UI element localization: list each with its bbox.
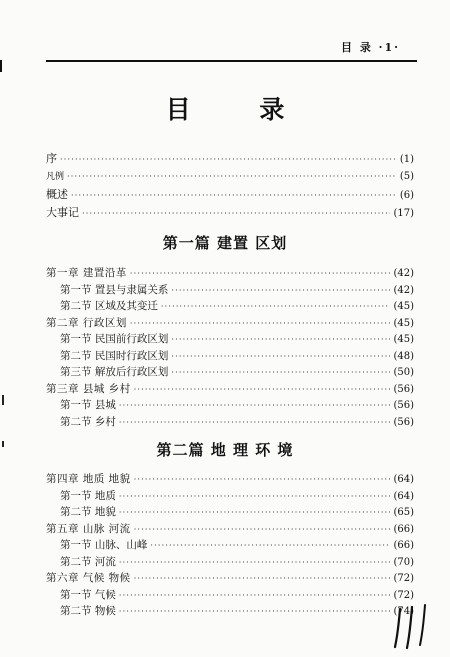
toc-entry-notes[interactable] — [46, 168, 414, 186]
leader-dots — [60, 151, 397, 169]
leader-dots — [119, 505, 391, 522]
toc-entry-label: 第五章 山脉 河流 — [46, 522, 131, 535]
leader-dots — [119, 555, 391, 572]
leader-dots — [119, 604, 391, 621]
leader-dots — [71, 187, 397, 205]
leader-dots — [119, 398, 391, 415]
toc-section[interactable] — [46, 331, 414, 348]
toc-entry-label: 第二节 物候 — [60, 605, 116, 617]
header-rule — [46, 60, 417, 62]
toc-section[interactable] — [46, 282, 414, 299]
toc-section[interactable] — [46, 364, 414, 381]
toc-entry-page: (50) — [393, 367, 414, 378]
toc-chapter[interactable] — [46, 265, 414, 282]
toc-entry-page: (70) — [393, 556, 414, 568]
leader-dots — [134, 522, 391, 539]
scan-edge-mark — [0, 60, 2, 72]
toc-entry-label: 第一节 地质 — [60, 489, 116, 502]
toc-section[interactable] — [46, 587, 414, 604]
part-2-toc-list — [46, 471, 414, 620]
toc-entry-page: (64) — [393, 490, 414, 502]
leader-dots — [134, 571, 391, 588]
toc-section[interactable] — [46, 397, 414, 414]
toc-entry-chronicle[interactable] — [46, 204, 414, 222]
toc-entry-label: 第二章 行政区划 — [46, 316, 127, 329]
leader-dots — [161, 299, 391, 316]
page-title: 目 录 — [165, 95, 315, 124]
toc-entry-page: (48) — [393, 350, 414, 362]
toc-chapter[interactable] — [46, 471, 414, 488]
toc-entry-page: (65) — [393, 507, 414, 518]
toc-chapter[interactable] — [46, 381, 414, 398]
toc-section[interactable] — [46, 488, 414, 505]
toc-entry-page: (72) — [393, 573, 414, 584]
leader-dots — [119, 415, 391, 432]
toc-entry-label: 概述 — [46, 188, 68, 201]
toc-entry-page: (72) — [393, 589, 414, 601]
toc-entry-page: (45) — [393, 334, 414, 345]
toc-entry-label: 第一章 建置沿革 — [46, 267, 127, 279]
toc-entry-page: (17) — [393, 208, 414, 219]
leader-dots — [134, 472, 391, 489]
toc-entry-page: (56) — [393, 416, 414, 428]
front-matter-list — [46, 150, 414, 222]
leader-dots — [150, 538, 390, 555]
toc-chapter[interactable] — [46, 521, 414, 538]
toc-entry-label: 第一节 民国前行政区划 — [60, 333, 169, 345]
leader-dots — [67, 168, 397, 186]
scan-edge-mark — [2, 395, 4, 405]
toc-section[interactable] — [46, 554, 414, 571]
leader-dots — [171, 283, 390, 300]
toc-entry-label: 第三章 县城 乡村 — [46, 382, 131, 395]
leader-dots — [171, 332, 390, 349]
toc-section[interactable] — [46, 504, 414, 521]
toc-entry-overview[interactable] — [46, 186, 414, 204]
toc-chapter[interactable] — [46, 570, 414, 587]
part-title: 第一篇 建置 区划 — [162, 234, 288, 252]
toc-entry-label: 第一节 山脉、山峰 — [60, 539, 148, 551]
toc-entry-label: 第一节 气候 — [60, 588, 116, 601]
toc-entry-label: 第二节 河流 — [60, 555, 116, 568]
toc-entry-page: (74) — [393, 606, 414, 617]
toc-section[interactable] — [46, 298, 414, 315]
toc-entry-label: 第二节 地貌 — [60, 506, 116, 518]
leader-dots — [130, 316, 391, 333]
toc-entry-label: 第一节 置县与隶属关系 — [60, 283, 169, 296]
toc-section[interactable] — [46, 348, 414, 365]
leader-dots — [82, 205, 390, 223]
leader-dots — [119, 489, 391, 506]
leader-dots — [171, 349, 390, 366]
toc-entry-label: 第六章 气候 物候 — [46, 572, 131, 584]
toc-entry-preface[interactable] — [46, 150, 414, 168]
toc-entry-label: 第一节 县城 — [60, 399, 116, 411]
toc-entry-page: (56) — [393, 383, 414, 395]
toc-entry-label: 序 — [46, 152, 57, 165]
toc-entry-page: (5) — [399, 171, 414, 182]
toc-entry-label: 大事记 — [46, 206, 79, 219]
toc-entry-page: (45) — [393, 317, 414, 329]
part-1-toc-list — [46, 265, 414, 430]
toc-chapter[interactable] — [46, 315, 414, 332]
toc-entry-page: (64) — [393, 474, 414, 485]
toc-entry-page: (56) — [393, 400, 414, 411]
part-title: 第二篇 地 理 环 境 — [156, 441, 294, 459]
leader-dots — [119, 588, 391, 605]
leader-dots — [134, 382, 391, 399]
leader-dots — [130, 266, 391, 283]
toc-section[interactable] — [46, 603, 414, 620]
toc-entry-page: (42) — [393, 284, 414, 296]
toc-entry-page: (45) — [393, 301, 414, 312]
toc-entry-page: (6) — [399, 190, 414, 201]
handwritten-mark — [392, 603, 432, 651]
toc-entry-label: 第二节 乡村 — [60, 415, 116, 428]
running-header: 目 录 ·1· — [341, 41, 400, 54]
toc-entry-label: 第二节 区域及其变迁 — [60, 300, 158, 312]
toc-entry-page: (66) — [393, 523, 414, 535]
toc-entry-label: 凡例 — [46, 172, 65, 182]
toc-entry-label: 第二节 民国时行政区划 — [60, 349, 169, 362]
toc-entry-page: (66) — [393, 540, 414, 551]
toc-entry-label: 第四章 地质 地貌 — [46, 473, 131, 485]
toc-entry-page: (42) — [393, 268, 414, 279]
toc-entry-label: 第三节 解放后行政区划 — [60, 366, 169, 378]
toc-section[interactable] — [46, 537, 414, 554]
leader-dots — [171, 365, 390, 382]
toc-entry-page: (1) — [399, 154, 414, 165]
toc-section[interactable] — [46, 414, 414, 431]
